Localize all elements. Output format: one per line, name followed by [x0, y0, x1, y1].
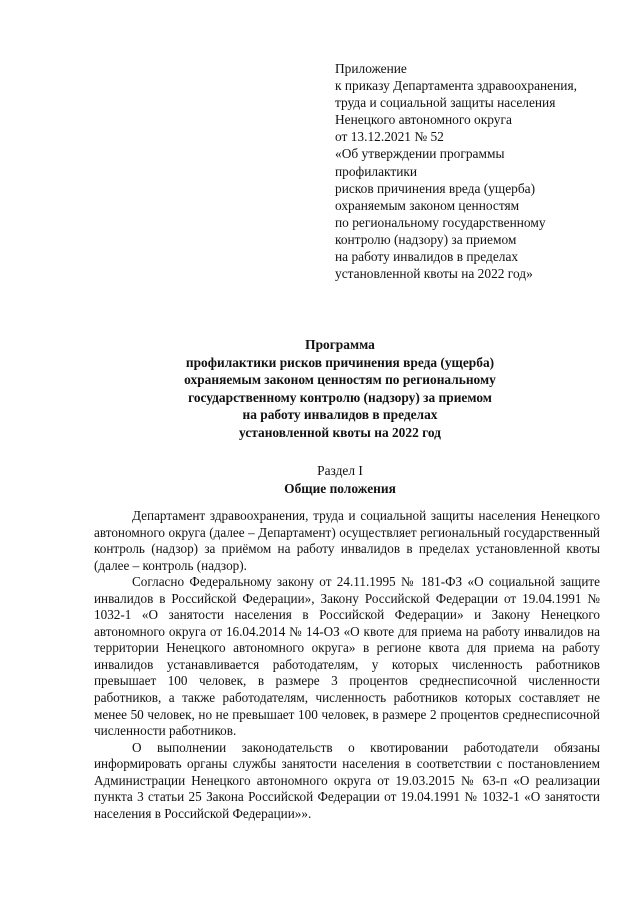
- appendix-line: по региональному государственному: [335, 214, 546, 230]
- appendix-line: к приказу Департамента здравоохранения,: [335, 78, 577, 94]
- section-header: [80, 462, 600, 497]
- appendix-line: труда и социальной защиты населения: [335, 95, 556, 111]
- appendix-line: от 13.12.2021 № 52: [335, 129, 444, 145]
- paragraph: О выполнении законодательств о квотировании работодатели обязаны информировать органы службы занятости населения в соответствии с постановлением Администрации Ненецкого автономного округа от 19.03.2015 № 63-п «О реализации пункта 3 статьи 25 Закона Российской Федерации от 19.04.1991 № 1032-1 «О занятости населения в Российской Федерации»».: [94, 739, 600, 821]
- appendix-line: охраняемым законом ценностям: [335, 197, 520, 213]
- appendix-line: установленной квоты на 2022 год»: [335, 266, 533, 282]
- appendix-line: на работу инвалидов в пределах: [335, 249, 519, 265]
- paragraph: Департамент здравоохранения, труда и социальной защиты населения Ненецкого автономного округа (далее – Департамент) осуществляет региональный государственный контроль (надзор) за приёмом на работу инвалидов в пределах установленной квоты (далее – контроль (надзор).: [94, 508, 600, 573]
- appendix-block: [335, 60, 635, 282]
- appendix-line: контролю (надзору) за приемом: [335, 231, 517, 247]
- document-title: [80, 336, 600, 442]
- appendix-line: «Об утверждении программы: [335, 146, 505, 162]
- appendix-line: рисков причинения вреда (ущерба): [335, 180, 536, 196]
- title-line: на работу инвалидов в пределах: [242, 407, 438, 423]
- section-heading: Общие положения: [284, 480, 396, 496]
- section-body: [94, 508, 600, 822]
- paragraph: Согласно Федеральному закону от 24.11.1995 № 181-ФЗ «О социальной защите инвалидов в Российской Федерации», Закону Российской Федерации от 19.04.1991 № 1032-1 «О занятости населения в Российской Федерации» и Закону Ненецкого автономного округа от 16.04.2014 № 14-ОЗ «О квоте для приема на работу инвалидов на территории Ненецкого автономного округа» в регионе квота для приема на работу инвалидов устанавливается работодателям, у которых численность работников превышает 100 человек, в размере 3 процентов среднесписочной численности работников, а также работодателям, численность работников которых составляет не менее 50 человек, но не превышает 100 человек, в размере 2 процентов среднесписочной численности работников.: [94, 574, 600, 739]
- appendix-line: Ненецкого автономного округа: [335, 112, 512, 128]
- appendix-line: Приложение: [335, 61, 407, 76]
- title-line: Программа: [305, 337, 375, 352]
- title-line: профилактики рисков причинения вреда (ущерба): [185, 354, 495, 370]
- title-line: установленной квоты на 2022 год: [239, 424, 441, 440]
- title-line: государственному контролю (надзору) за приемом: [188, 389, 492, 405]
- appendix-line: профилактики: [335, 163, 418, 179]
- section-number: Раздел I: [317, 463, 363, 478]
- title-line: охраняемым законом ценностям по региональному: [184, 372, 496, 388]
